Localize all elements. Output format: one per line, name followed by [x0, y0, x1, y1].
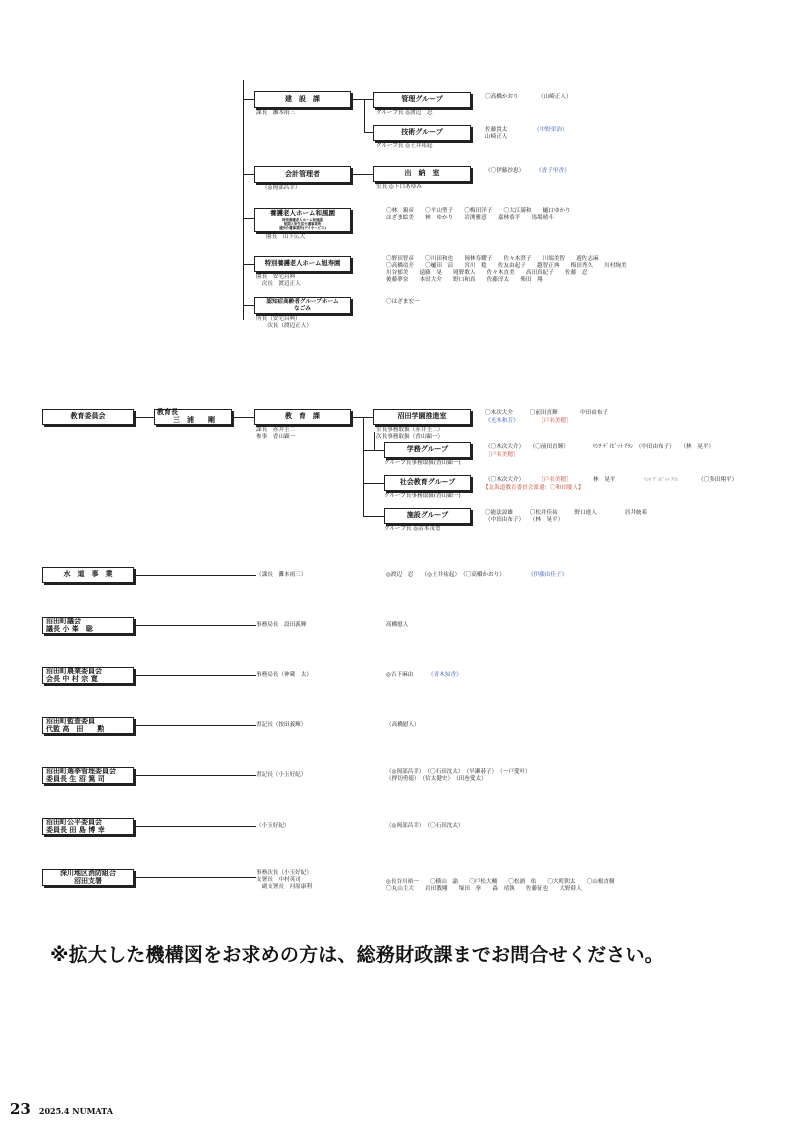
connector [243, 218, 254, 219]
connector [243, 99, 254, 100]
nursing-home-box [254, 208, 351, 232]
assembly-box [42, 617, 134, 634]
accounting-name: 会計管理者 [285, 169, 320, 178]
group-home-box [254, 297, 351, 314]
gakumu-name: 学務グループ [406, 445, 449, 454]
suishin-members: 〇木次大介 〇前田直輝 中田由布子 [485, 410, 609, 416]
nursing-home-name: 養護老人ホーム和風園 [270, 209, 335, 218]
assembly-members: 高橋慰人 [386, 622, 409, 628]
construction-dept-name: 建 設 課 [285, 94, 320, 103]
education-dept-name: 教 育 課 [285, 412, 320, 421]
connector [363, 483, 384, 484]
group-home-members: 〇はざま宏一 [386, 299, 420, 305]
connector [243, 305, 254, 306]
suito-box [373, 166, 471, 182]
suito-head: 室長 ◎下口あゆみ [376, 184, 422, 190]
election-name: 沼田町選挙管理委員会 委員長 生 沼 篤 司 [46, 766, 116, 783]
connector [351, 99, 364, 100]
trunk-line-top [243, 80, 244, 320]
election-head: 書記長（小玉好紀） [256, 772, 307, 778]
water-box [42, 567, 134, 583]
special-nursing-head: 園長 安宅昌典 次長 渡辺正人 [256, 274, 301, 287]
superintendent-title: 教育長 [157, 408, 178, 417]
water-name: 水 道 事 業 [63, 570, 113, 579]
shakai-members: （〇木次大介） [485, 477, 525, 483]
suishin-box [373, 409, 471, 425]
election-box [42, 767, 134, 784]
connector [134, 625, 256, 626]
education-dept-box [254, 409, 351, 425]
suito-name: 出 納 室 [404, 169, 440, 178]
kanri-group-box [373, 92, 471, 108]
nursing-home-sub: 特別養護老人ホーム和風園 短期入所生活介護事業所 通所介護事業所(デイサービス) [279, 217, 326, 230]
shisetsu-head: グループ長 ◎沼本茂豊 [384, 526, 441, 532]
water-members: ◎渡辺 忍 （◎土井祐起） （〇高橋かおり） [386, 572, 505, 578]
gakumu-partner: ［戸名美穂］ [485, 452, 519, 458]
water-partner: 《伊藤由佳子》 [528, 572, 568, 578]
group-home-name: 認知症高齢者グループホーム なごみ [266, 299, 339, 312]
shakai-partner: ［戸名美穂］ [538, 477, 572, 483]
election-members: （◎岡部昌幸） （〇石田沈太） （早瀬碁子） （一戸愛叶） （押切勇徳） （信太健史） （田巻愛太） [386, 769, 531, 782]
connector [232, 417, 254, 418]
education-dept-head: 課長 赤井圭二 参事 香山顕一 [256, 427, 296, 440]
shakai-member3: （〇多田翔平） [698, 477, 738, 483]
special-nursing-members: 〇野田智彦 〇川田和也 岡林寿耀子 佐々木澄子 川端美智 遊佐志麻 〇高橋竜介 〇樋田 涼 宮川 稔 佐友由起子 越智正典 梅田秀久 川村絢美 川谷郁美 遠藤 晃 岡野歌人 佐々木直美 高田真紀子 佐藤 忍 後藤夢奈 本田大介 野口和真 佐藤淳太 柴田 翔 [386, 256, 627, 283]
gijutsu-partner: （中野栄治） [534, 127, 568, 133]
education-committee-box [42, 409, 134, 425]
shakai-note: 【北海道教育委員会派遣：〇和田慶人】 [483, 485, 584, 491]
connector [374, 432, 375, 450]
gakumu-members: （〇木次大介） （〇前田直輝） [485, 444, 569, 450]
construction-dept-box [254, 91, 351, 108]
shisetsu-name: 施設グループ [406, 511, 449, 520]
special-nursing-name: 特別養護老人ホーム旭寿園 [264, 259, 341, 267]
page-footer [10, 1099, 113, 1118]
gijutsu-members: 佐藤貴太 山崎正人 [485, 127, 508, 140]
gakumu-box [384, 442, 471, 458]
connector [351, 417, 373, 418]
connector [351, 174, 373, 175]
agri-partner: 《青木知香》 [428, 672, 462, 678]
suishin-head: 室長事務取扱（赤井圭二） 次長事務取扱（香山顕一） [376, 427, 444, 440]
agri-head: 事務局長（神蔵 太） [256, 672, 312, 678]
fire-head: 事務次長（小玉好紀） 支署長 中村英司 副支署長 河原康利 [256, 870, 312, 890]
agri-name: 沼田町農業委員会 会長 中 村 宗 寛 [46, 666, 102, 683]
agri-box [42, 667, 134, 684]
fire-members: ◎長谷川裕一 〇横山 諭 〇戸松大輔 〇松浦 佑 〇大町朝太 〇山根直樹 〇丸山主大 岩田教剛 塚田 拳 森 靖執 佐藤征也 大野蒔人 [386, 879, 615, 892]
connector [364, 99, 365, 132]
fairness-box [42, 818, 134, 835]
connector [363, 450, 384, 451]
connector [134, 877, 256, 878]
audit-name: 沼田町監査委員 代監 高 田 勲 [46, 716, 105, 733]
superintendent-box [154, 409, 232, 425]
kanri-group-head: グループ長 ◎渡辺 忍 [376, 110, 433, 116]
kanri-group-name: 管理グループ [401, 95, 443, 104]
fire-name: 深川地区消防組合 沼田支署 [60, 868, 116, 885]
fairness-name: 沼田町公平委員会 委員長 田 島 博 幸 [46, 817, 105, 834]
page-number: 23 [10, 1100, 31, 1118]
notice-text: ※拡大した機構図をお求めの方は、総務財政課までお問合せください。 [50, 944, 664, 966]
connector [363, 516, 384, 517]
shakai-name: 社会教育グループ [399, 478, 456, 487]
suito-members: （〇伊藤沙恵） [485, 168, 525, 174]
shakai-member2: 林 晃平 [593, 477, 616, 483]
connector [134, 675, 256, 676]
connector [134, 725, 256, 726]
shakai-box [384, 475, 471, 491]
kanri-members: 〇高橋かおり [485, 94, 519, 100]
suishin-name: 沼田学園推進室 [397, 412, 447, 421]
shakai-aside: ﾘﾝﾁ ﾃﾞｲﾋﾞｯﾄ ｱﾗﾝ [644, 478, 679, 483]
group-home-head: 所長（安宅昌典） 次長（渡辺正人） [256, 316, 312, 329]
gakumu-aside: ﾘﾝﾁ ﾃﾞｲﾋﾞｯﾄ ｱﾗﾝ （中田由布子） （林 晃平） [593, 444, 715, 450]
construction-head: 課長 灘本雨三 [256, 110, 296, 116]
accounting-head: （◎岡部昌幸） [262, 185, 301, 191]
nursing-home-head: 園長 山下広大 [266, 234, 306, 240]
audit-head: 書記長（按田義輝） [256, 722, 307, 728]
connector [363, 417, 364, 517]
fairness-members: （◎岡部昌幸） （〇石田沈太） [386, 823, 464, 829]
gakumu-head: グループ長事務取扱(香山顕一) [384, 460, 461, 466]
issue-label: 2025.4 NUMATA [38, 1106, 113, 1116]
special-nursing-box [254, 256, 351, 272]
nursing-home-members: 〇林 親彦 〇平山聖子 〇梅田洋子 〇大江満和 樋口ゆかり はざま絵美 林 ゆかり 岩渕雅意 嘉林恭平 馬場晴斗 [386, 208, 571, 221]
suito-partner: 《香子里香》 [536, 168, 570, 174]
connector [134, 417, 154, 418]
kanri-partner: （山崎正人） [538, 94, 572, 100]
education-committee-name: 教育委員会 [70, 412, 106, 421]
connector [364, 132, 373, 133]
connector [243, 264, 254, 265]
shakai-head: グループ長事務取扱(香山顕一) [384, 493, 461, 499]
gijutsu-group-box [373, 125, 471, 141]
suishin-partner: 《光木和芳》 [485, 418, 519, 424]
gijutsu-group-name: 技術グループ [401, 128, 443, 137]
connector [134, 826, 256, 827]
assembly-head: 事務局長 設田義輝 [256, 622, 307, 628]
gijutsu-group-head: グループ長 ◎土井祐起 [376, 143, 433, 149]
connector [364, 99, 373, 100]
suishin-partner2: ［戸名美穂］ [538, 418, 572, 424]
shisetsu-box [384, 508, 471, 524]
water-head: （課長 灘本雨三） [256, 572, 307, 578]
fairness-head: （小玉好紀） [256, 823, 290, 829]
assembly-name: 沼田町議会 議長 小 峯 聡 [46, 616, 93, 633]
connector [134, 775, 256, 776]
audit-box [42, 717, 134, 734]
superintendent-name: 三 浦 剛 [173, 416, 215, 424]
audit-members: （高橋慰人） [386, 722, 420, 728]
fire-box [42, 869, 134, 886]
connector [243, 174, 254, 175]
agri-members: ◎吉下麻由 [386, 672, 414, 678]
shisetsu-members: 〇能法諒雄 〇松井佳祐 野口進人 居井統希 （中田由布子） （林 晃平） [485, 510, 648, 523]
connector [134, 575, 256, 576]
accounting-box [254, 166, 351, 183]
